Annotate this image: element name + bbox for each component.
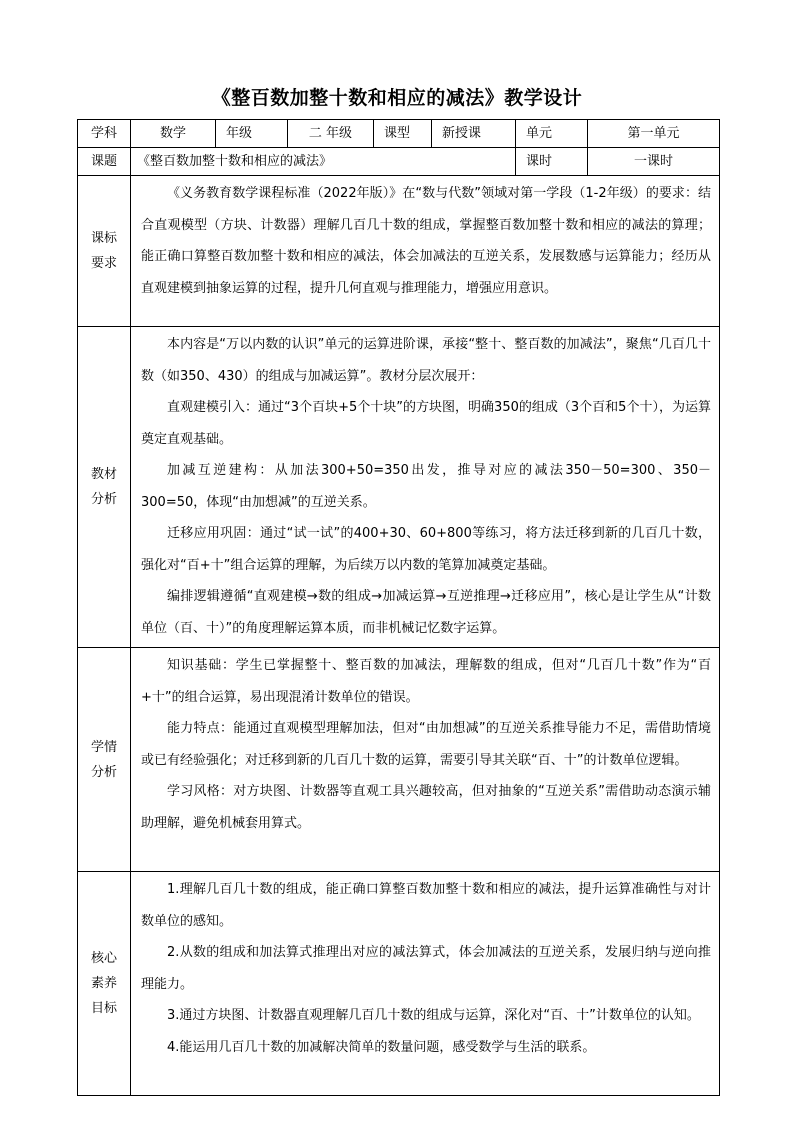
textbook-paragraph: 迁移应用巩固：通过“试一试”的400+30、60+800等练习，将方法迁移到新的几百几十数，强化对“百+十”组合运算的理解，为后续万以内数的笔算加减奠定基础。 [141,526,711,573]
topic-label: 课题 [78,148,131,176]
standards-content [131,176,720,327]
unit-label: 单元 [516,120,588,148]
goal-item: 2.从数的组成和加法算式推理出对应的减法算式，体会加减法的互逆关系，发展归纳与逆向推理能力。 [141,945,711,992]
standards-row [78,176,720,327]
textbook-paragraph: 直观建模引入：通过“3个百块+5个十块”的方块图，明确350的组成（3个百和5个十），为运算奠定直观基础。 [141,400,711,447]
textbook-label-line: 教材 [90,467,117,482]
goal-item: 3.通过方块图、计数器直观理解几百几十数的组成与运算，深化对“百、十”计数单位的认知。 [167,1008,700,1023]
header-row [78,120,720,148]
standards-label [78,176,131,327]
core-goals-label [78,872,131,1096]
goals-label-line: 目标 [90,1001,117,1016]
subject-label: 学科 [78,120,131,148]
standards-paragraph: 《义务教育数学课程标准（2022年版）》在“数与代数”领域对第一学段（1-2年级）的要求：结合直观模型（方块、计数器）理解几百几十数的组成，掌握整百数加整十数和相应的减法的算理；能正确口算整百数加整十数和相应的减法，体会加减法的互逆关系，发展数感与运算能力；经历从直观建模到抽象运算的过程，提升几何直观与推理能力，增强应用意识。 [141,186,711,296]
goal-item: 4.能运用几百几十数的加减解决简单的数量问题，感受数学与生活的联系。 [167,1039,596,1055]
core-goals-row [78,872,720,1096]
lesson-type-label: 课型 [374,120,432,148]
textbook-analysis-row [78,327,720,648]
student-analysis-content [131,648,720,872]
textbook-paragraph: 加减互逆建构：从加法300+50=350出发，推导对应的减法350－50=300、350－300=50，体现“由加想减”的互逆关系。 [141,463,711,510]
students-paragraph: 能力特点：能通过直观模型理解加法，但对“由加想减”的互逆关系推导能力不足，需借助情境或已有经验强化；对迁移到新的几百几十数的运算，需要引导其关联“百、十”的计数单位逻辑。 [141,721,711,768]
topic-value: 《整百数加整十数和相应的减法》 [131,148,516,176]
topic-row [78,148,720,176]
students-paragraph: 知识基础：学生已掌握整十、整百数的加减法，理解数的组成，但对“几百几十数”作为“百+十”的组合运算，易出现混淆计数单位的错误。 [141,658,711,705]
standards-label-line: 课标 [90,231,117,246]
goal-item: 1.理解几百几十数的组成，能正确口算整百数加整十数和相应的减法，提升运算准确性与对计数单位的感知。 [141,882,711,929]
goals-label-line: 核心 [90,951,117,966]
students-label-line: 学情 [90,739,117,755]
class-hours-label: 课时 [516,148,588,176]
standards-label-line: 要求 [90,256,117,271]
goals-label-line: 素养 [90,976,117,991]
unit-value: 第一单元 [588,120,720,148]
class-hours-value: 一课时 [588,148,720,176]
textbook-analysis-label [78,327,131,648]
grade-value: 二 年级 [288,120,374,148]
students-paragraph: 学习风格：对方块图、计数器等直观工具兴趣较高，但对抽象的“互逆关系”需借助动态演示辅助理解，避免机械套用算式。 [141,784,711,831]
student-analysis-label [78,648,131,872]
grade-label: 年级 [216,120,288,148]
lesson-type-value: 新授课 [432,120,516,148]
document-title: 《整百数加整十数和相应的减法》教学设计 [211,87,583,109]
core-goals-content [131,872,720,1096]
students-label-line: 分析 [90,764,117,780]
textbook-paragraph: 编排逻辑遵循“直观建模→数的组成→加减运算→互逆推理→迁移应用”，核心是让学生从“计数单位（百、十）”的角度理解运算本质，而非机械记忆数字运算。 [141,589,711,636]
textbook-analysis-content [131,327,720,648]
textbook-paragraph: 本内容是“万以内数的认识”单元的运算进阶课，承接“整十、整百数的加减法”，聚焦“几百几十数（如350、430）的组成与加减运算”。教材分层次展开： [141,337,711,384]
student-analysis-row [78,648,720,872]
lesson-plan-table [77,119,720,1096]
subject-value: 数学 [131,120,216,148]
textbook-label-line: 分析 [90,492,117,507]
